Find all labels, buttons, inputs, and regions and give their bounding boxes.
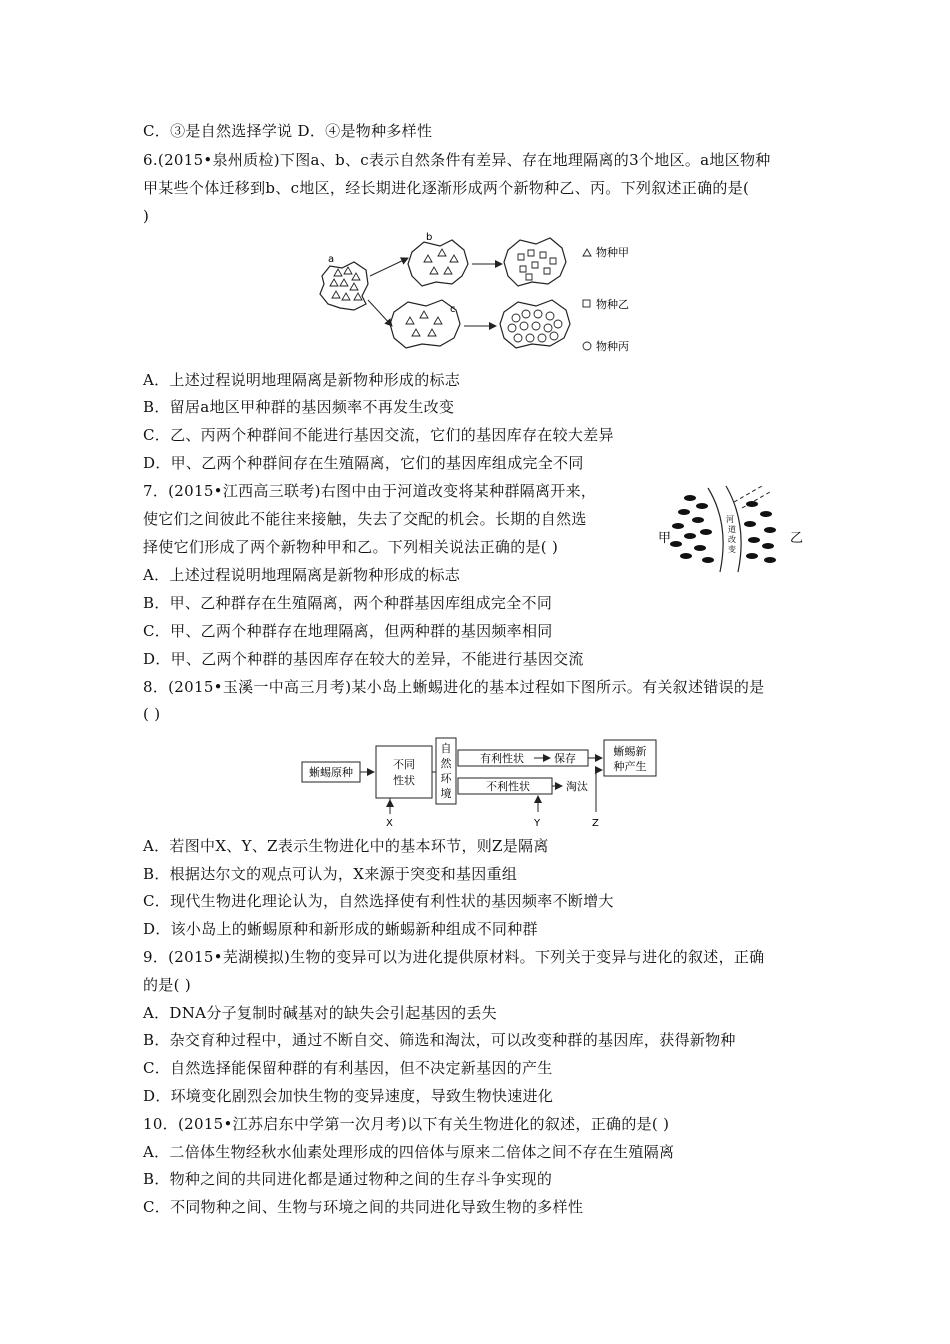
question-9-stem: 9．(2015•芜湖模拟)生物的变异可以为进化提供原材料。下列关于变异与进化的叙述，正确 (143, 948, 765, 966)
question-7-stem: 择使它们形成了两个新物种甲和乙。下列相关说法正确的是( ) (143, 538, 559, 556)
label-environment: 环 (440, 772, 452, 785)
question-10-option-c: C．不同物种之间、生物与环境之间的共同进化导致生物的多样性 (143, 1198, 584, 1216)
question-7-stem: 使它们之间彼此不能往来接触，失去了交配的机会。长期的自然选 (143, 510, 587, 528)
label-traits: 性状 (393, 774, 415, 787)
question-6-option-d: D．甲、乙两个种群间存在生殖隔离，它们的基因库组成完全不同 (143, 454, 584, 472)
question-6-option-a: A．上述过程说明地理隔离是新物种形成的标志 (143, 371, 461, 389)
question-6-stem: ) (143, 207, 150, 225)
question-9-option-d: D．环境变化剧烈会加快生物的变异速度，导致生物快速进化 (143, 1087, 554, 1105)
label-new-species: 种产生 (613, 760, 647, 773)
river-label: 道 (728, 525, 736, 534)
question-9-stem: 的是( ) (143, 976, 191, 994)
label-z: Z (592, 818, 599, 828)
label-x: X (386, 818, 393, 828)
label-keep: 保存 (554, 752, 576, 765)
question-7-option-a: A．上述过程说明地理隔离是新物种形成的标志 (143, 566, 461, 584)
legend-species-yi: 物种乙 (596, 298, 629, 311)
population-yi-animals (744, 501, 776, 563)
region-c-evolved-blob (500, 300, 570, 348)
box-traits (376, 746, 432, 798)
question-8-stem: ( ) (143, 705, 161, 723)
figure-speciation-regions (312, 232, 652, 360)
river-label: 改 (728, 535, 736, 544)
figure-river-isolation (650, 484, 810, 574)
region-b-label: b (426, 232, 433, 243)
label-original-species: 蜥蜴原种 (309, 766, 353, 779)
label-eliminate: 淘汰 (566, 780, 588, 793)
label-traits: 不同 (393, 758, 415, 771)
river-label: 变 (728, 545, 736, 554)
question-6-option-c: C．乙、丙两个种群间不能进行基因交流，它们的基因库存在较大差异 (143, 426, 614, 444)
label-new-species: 蜥蜴新 (613, 745, 647, 758)
question-10-option-a: A．二倍体生物经秋水仙素处理形成的四倍体与原来二倍体之间不存在生殖隔离 (143, 1143, 675, 1161)
triangle-icon (583, 249, 591, 256)
question-8-option-a: A．若图中X、Y、Z表示生物进化中的基本环节，则Z是隔离 (143, 837, 549, 855)
question-9-option-b: B．杂交育种过程中，通过不断自交、筛选和淘汰，可以改变种群的基因库，获得新物种 (143, 1031, 736, 1049)
label-unfavorable-traits: 不利性状 (486, 780, 530, 793)
river-label: 河 (726, 515, 734, 524)
question-6-stem: 6.(2015•泉州质检)下图a、b、c表示自然条件有差异、存在地理隔离的3个地区。a地区物种 (143, 151, 771, 169)
option-c-q5: C．③是自然选择学说 D．④是物种多样性 (143, 122, 433, 140)
question-7-stem: 7．(2015•江西高三联考)右图中由于河道改变将某种群隔离开来， (143, 482, 597, 500)
arrow-a-to-b (370, 258, 408, 276)
region-b-blob (408, 240, 468, 286)
question-8-option-c: C．现代生物进化理论认为，自然选择使有利性状的基因频率不断增大 (143, 892, 614, 910)
question-9-option-a: A．DNA分子复制时碱基对的缺失会引起基因的丢失 (143, 1004, 498, 1022)
question-8-option-b: B．根据达尔文的观点可认为，X来源于突变和基因重组 (143, 865, 518, 883)
region-b-evolved-blob (504, 238, 566, 286)
legend-species-bing: 物种丙 (596, 340, 629, 353)
question-6-option-b: B．留居a地区甲种群的基因频率不再发生改变 (143, 398, 455, 416)
question-7-option-b: B．甲、乙种群存在生殖隔离，两个种群基因库组成完全不同 (143, 594, 553, 612)
label-environment: 境 (440, 787, 452, 800)
region-a-label: a (328, 254, 335, 265)
label-environment: 然 (440, 757, 452, 770)
question-7-option-d: D．甲、乙两个种群的基因库存在较大的差异，不能进行基因交流 (143, 650, 584, 668)
figure-lizard-evolution-flow (300, 736, 680, 828)
question-9-option-c: C．自然选择能保留种群的有利基因，但不决定新基因的产生 (143, 1059, 553, 1077)
question-10-stem: 10．(2015•江苏启东中学第一次月考)以下有关生物进化的叙述，正确的是( ) (143, 1115, 670, 1133)
question-8-stem: 8．(2015•玉溪一中高三月考)某小岛上蜥蜴进化的基本过程如下图所示。有关叙述错误的是 (143, 678, 765, 696)
legend-species-jia: 物种甲 (596, 246, 629, 259)
arrow-a-to-c (368, 300, 392, 326)
label-favorable-traits: 有利性状 (480, 752, 524, 765)
population-jia-animals (670, 495, 714, 563)
region-a-blob (320, 262, 368, 310)
question-10-option-b: B．物种之间的共同进化都是通过物种之间的生存斗争实现的 (143, 1170, 553, 1188)
label-yi: 乙 (790, 531, 804, 546)
region-c-label: c (450, 304, 456, 315)
label-y: Y (534, 818, 541, 828)
label-environment: 自 (440, 742, 452, 755)
circle-icon (583, 342, 591, 350)
question-7-option-c: C．甲、乙两个种群存在地理隔离，但两种群的基因频率相同 (143, 622, 553, 640)
question-6-stem: 甲某些个体迁移到b、c地区，经长期进化逐渐形成两个新物种乙、丙。下列叙述正确的是( (143, 179, 750, 197)
square-icon (583, 300, 590, 307)
question-8-option-d: D．该小岛上的蜥蜴原种和新形成的蜥蜴新种组成不同种群 (143, 920, 538, 938)
label-jia: 甲 (658, 531, 672, 546)
